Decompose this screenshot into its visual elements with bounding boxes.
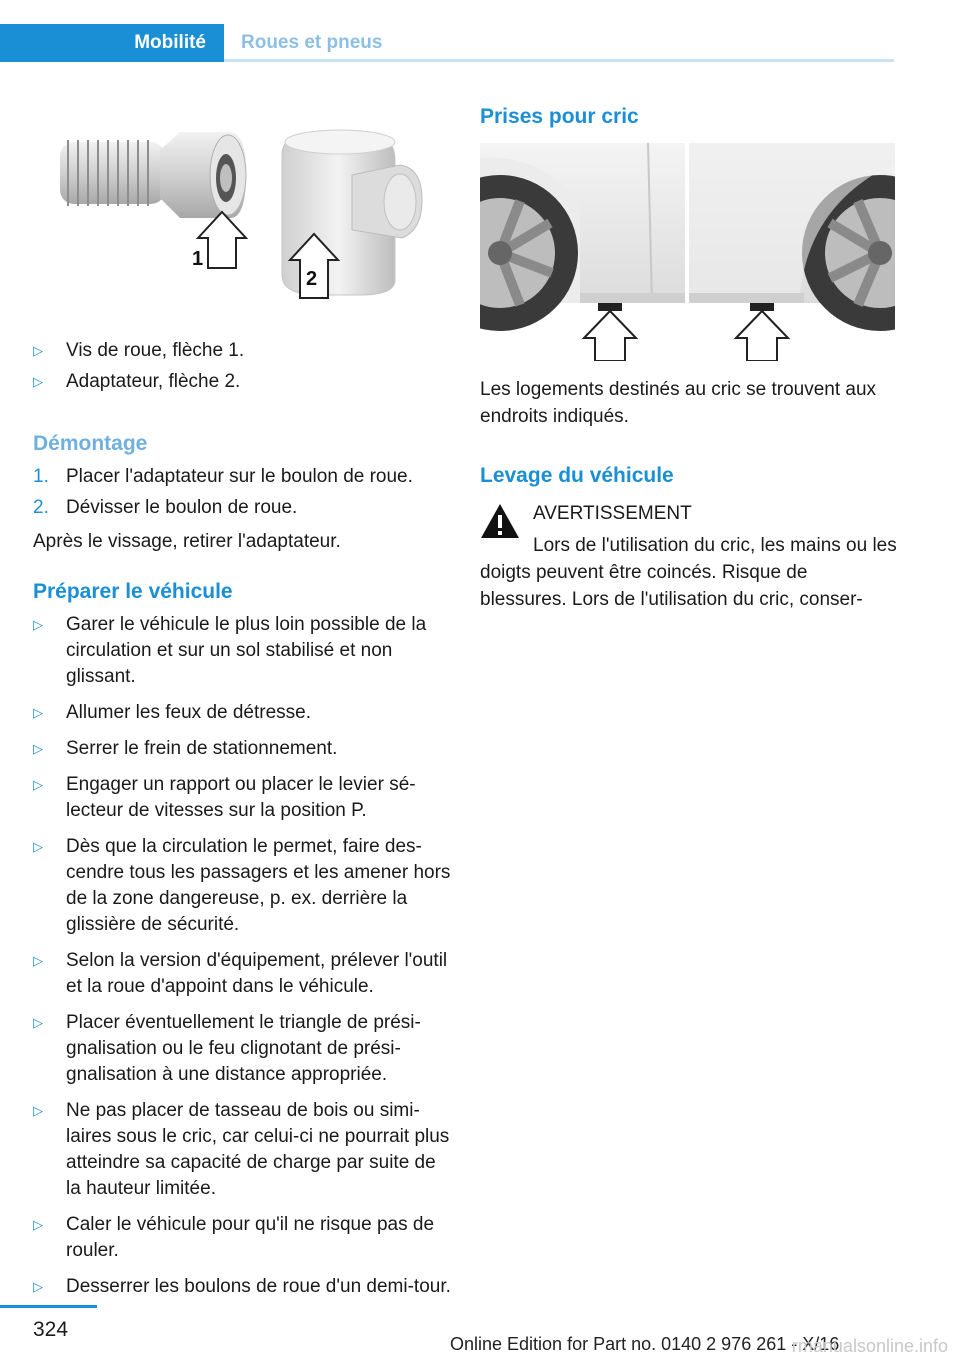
svg-text:2: 2 [306,268,318,290]
bolt-thread [60,140,165,206]
triangle-right-icon: ▷ [33,374,43,389]
list-item: ▷ Garer le véhicule le plus loin possible de la circulation et sur un sol stabilisé et non glissant. [33,614,427,687]
list-item: ▷ Serrer le frein de stationnement. [33,736,451,762]
prep-list [33,612,451,1300]
page-header [0,0,960,66]
tab-roues-et-pneus[interactable] [224,24,894,62]
prises-text: Les logements destinés au cric se trouvent aux endroits indiqués. [480,379,877,427]
watermark: rmanualsonline.info [791,1336,948,1356]
after-text: Après le vissage, retirer l'adaptateur. [33,531,341,552]
list-item: ▷ Selon la version d'équipement, prélever l'outil et la roue d'appoint dans le véhicule. [33,950,448,997]
triangle-right-icon: ▷ [33,343,43,358]
edition-text: Online Edition for Part no. 0140 2 976 261 - X/16 [450,1334,840,1354]
list-item: ▷ Caler le véhicule pour qu'il ne risque pas de rouler. [33,1214,435,1261]
list-item: ▷ Desserrer les boulons de roue d'un demi-tour. [33,1274,451,1300]
triangle-right-icon: ▷ [33,617,43,632]
prep-heading: Préparer le véhicule [33,580,233,603]
triangle-right-icon: ▷ [33,1103,43,1118]
wheel-bolt-figure [50,120,435,310]
triangle-right-icon: ▷ [33,777,43,792]
list-item: ▷ Engager un rapport ou placer le levier sé-lecteur de vitesses sur la position P. [33,774,416,821]
tab-mobilite-label: Mobilité [134,32,206,53]
list-item: 2. Dévisser le boulon de roue. [33,497,298,518]
warning-title: AVERTISSEMENT [533,503,692,524]
list-item: ▷ Dès que la circulation le permet, faire des-cendre tous les passagers et les amener hors de la zone dangereuse, p. ex. derrière la glissière de sécurité. [33,836,451,935]
footer-rule [0,1305,97,1308]
jack-points-figure [480,143,895,361]
warning-text: Lors de l'utilisation du cric, les mains ou les doigts peuvent être coincés. Risque de blessures. Lors de l'utilisation du cric, conser- [480,535,897,610]
triangle-right-icon: ▷ [33,1015,43,1030]
page-number: 324 [33,1318,69,1341]
list-item: ▷ Ne pas placer de tasseau de bois ou simi-laires sous le cric, car celui-ci ne pourrait plus atteindre sa capacité de charge par suite de la hauteur limitée. [33,1100,450,1199]
tab-roues-label: Roues et pneus [241,32,383,53]
svg-text:1: 1 [192,248,204,270]
list-item: ▷ Vis de roue, flèche 1. [33,338,451,364]
tab-mobilite[interactable] [0,24,224,62]
list-item: ▷ Allumer les feux de détresse. [33,700,451,726]
list-item: ▷ Placer éventuellement le triangle de prési-gnalisation ou le feu clignotant de prési-gnalisation à une distance appropriée. [33,1012,421,1085]
triangle-right-icon: ▷ [33,839,43,854]
demontage-steps [33,464,451,521]
levage-heading: Levage du véhicule [480,464,674,487]
triangle-right-icon: ▷ [33,705,43,720]
demontage-heading: Démontage [33,432,148,455]
figure-legend-list [33,338,451,395]
triangle-right-icon: ▷ [33,1279,43,1294]
list-item: 1. Placer l'adaptateur sur le boulon de roue. [33,466,413,487]
arrow-1-icon [192,212,246,270]
prises-heading: Prises pour cric [480,105,639,128]
triangle-right-icon: ▷ [33,741,43,756]
triangle-right-icon: ▷ [33,1217,43,1232]
triangle-right-icon: ▷ [33,953,43,968]
list-item: ▷ Adaptateur, flèche 2. [33,369,451,395]
